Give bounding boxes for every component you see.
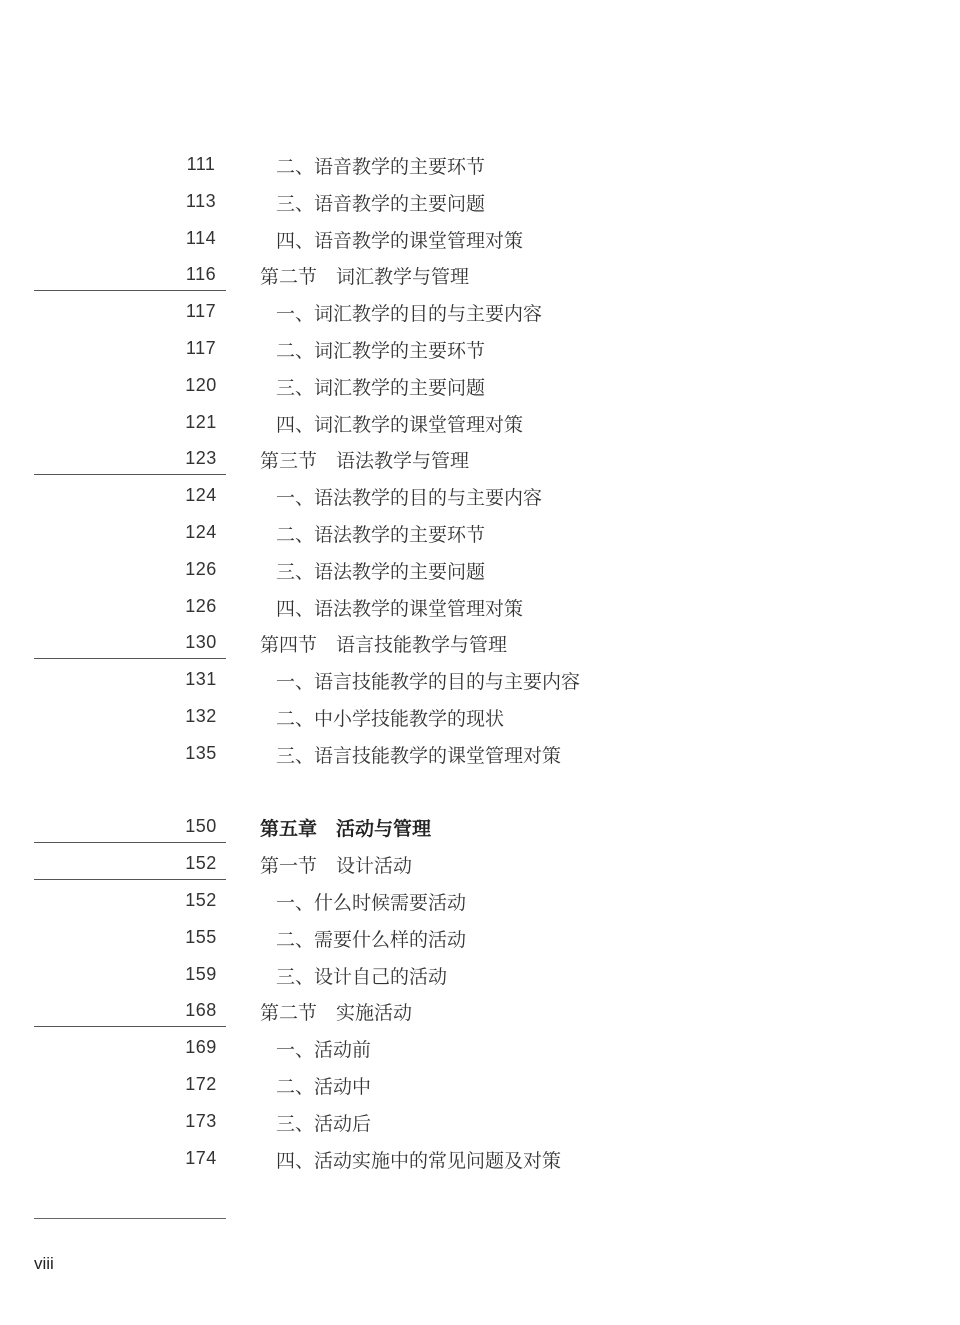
toc-page-number: 126 [185,595,217,616]
toc-entry-title: 二、词汇教学的主要环节 [276,340,486,362]
toc-page-number: 123 [185,448,217,469]
toc-page-number: 172 [185,1074,217,1094]
toc-page-number: 126 [185,558,217,579]
toc-entry [0,187,960,223]
toc-page-number: 152 [185,890,217,910]
toc-entry [0,886,960,922]
toc-entry [0,408,960,444]
toc-page-number: 135 [185,742,217,763]
toc-entry [0,996,960,1032]
toc-page-number: 120 [185,374,217,395]
toc-entry-title: 一、词汇教学的目的与主要内容 [276,303,543,326]
toc-entry [0,1070,960,1106]
toc-page-number: 117 [185,338,217,358]
toc-entry [0,150,960,186]
toc-page-number: 132 [185,706,217,726]
toc-entry [0,224,960,260]
toc-entry [0,371,960,407]
toc-page-number: 159 [185,963,217,984]
toc-entry-title: 第二节 词汇教学与管理 [260,266,470,289]
toc-entry-title: 四、语法教学的课堂管理对策 [276,597,524,620]
toc-entry [0,1144,960,1180]
toc-entry-title: 四、语音教学的课堂管理对策 [276,229,524,252]
toc-entry-title: 二、需要什么样的活动 [276,928,467,951]
toc-page-number: 150 [185,816,217,837]
toc-entry [0,702,960,738]
toc-entry-title: 第四节 语言技能教学与管理 [260,634,508,657]
toc-page-number: 121 [185,411,217,432]
toc-page-number: 155 [185,926,217,947]
toc-page-number: 111 [186,154,216,174]
toc-leader-rule [34,1026,226,1027]
toc-entry-title: 第一节 设计活动 [260,855,413,878]
toc-entry [0,628,960,664]
toc-entry-title: 三、活动后 [276,1112,372,1135]
toc-page-number: 130 [185,632,217,653]
toc-entry-title: 二、语音教学的主要环节 [276,156,486,178]
toc-entry-title: 四、词汇教学的课堂管理对策 [276,413,524,436]
toc-entry-title: 第二节 实施活动 [260,1002,413,1025]
bottom-rule [34,1218,226,1219]
toc-entry-title: 三、语法教学的主要问题 [276,560,486,583]
page-folio: viii [34,1254,54,1273]
toc-entry [0,481,960,517]
toc-entry [0,555,960,591]
toc-page-number: 113 [185,190,217,211]
toc-page-number: 124 [185,485,217,506]
toc-entry [0,849,960,885]
toc-leader-rule [34,879,226,880]
toc-entry-title: 第五章 活动与管理 [260,818,432,841]
toc-leader-rule [34,290,226,291]
toc-entry-title: 二、中小学技能教学的现状 [276,708,505,730]
toc-leader-rule [34,474,226,475]
toc-entry-title: 二、活动中 [276,1076,372,1098]
toc-entry [0,592,960,628]
toc-entry [0,334,960,370]
toc-page-number: 114 [185,227,217,248]
toc-entry [0,923,960,959]
toc-leader-rule [34,658,226,659]
toc-entry [0,665,960,701]
toc-entry-title: 三、词汇教学的主要问题 [276,376,486,399]
toc-page-number: 174 [185,1147,217,1168]
toc-entry [0,444,960,480]
toc-entry-title: 第三节 语法教学与管理 [260,450,470,473]
toc-entry-title: 一、活动前 [276,1039,372,1062]
toc-entry-title: 二、语法教学的主要环节 [276,524,486,546]
toc-entry-title: 三、设计自己的活动 [276,965,448,988]
toc-entry [0,960,960,996]
toc-entry-title: 一、什么时候需要活动 [276,892,467,914]
toc-page-number: 169 [185,1037,217,1058]
toc-page-number: 117 [185,301,217,322]
toc-page-number: 131 [185,669,217,690]
toc-entry-title: 一、语言技能教学的目的与主要内容 [276,671,581,694]
toc-entry [0,518,960,554]
toc-entry [0,260,960,296]
toc-entry-title: 一、语法教学的目的与主要内容 [276,487,543,510]
toc-entry-title: 三、语言技能教学的课堂管理对策 [276,744,562,767]
toc-leader-rule [34,842,226,843]
toc-page-number: 173 [185,1110,217,1131]
toc-entry [0,297,960,333]
toc-page-number: 116 [185,264,217,285]
toc-entry-title: 四、活动实施中的常见问题及对策 [276,1149,562,1172]
toc-entry [0,1107,960,1143]
toc-page-number: 152 [185,853,217,874]
toc-entry [0,1033,960,1069]
toc-entry-title: 三、语音教学的主要问题 [276,192,486,215]
toc-page-number: 168 [185,1000,217,1021]
toc-entry [0,739,960,775]
toc-page-number: 124 [185,522,217,542]
toc-entry [0,812,960,848]
